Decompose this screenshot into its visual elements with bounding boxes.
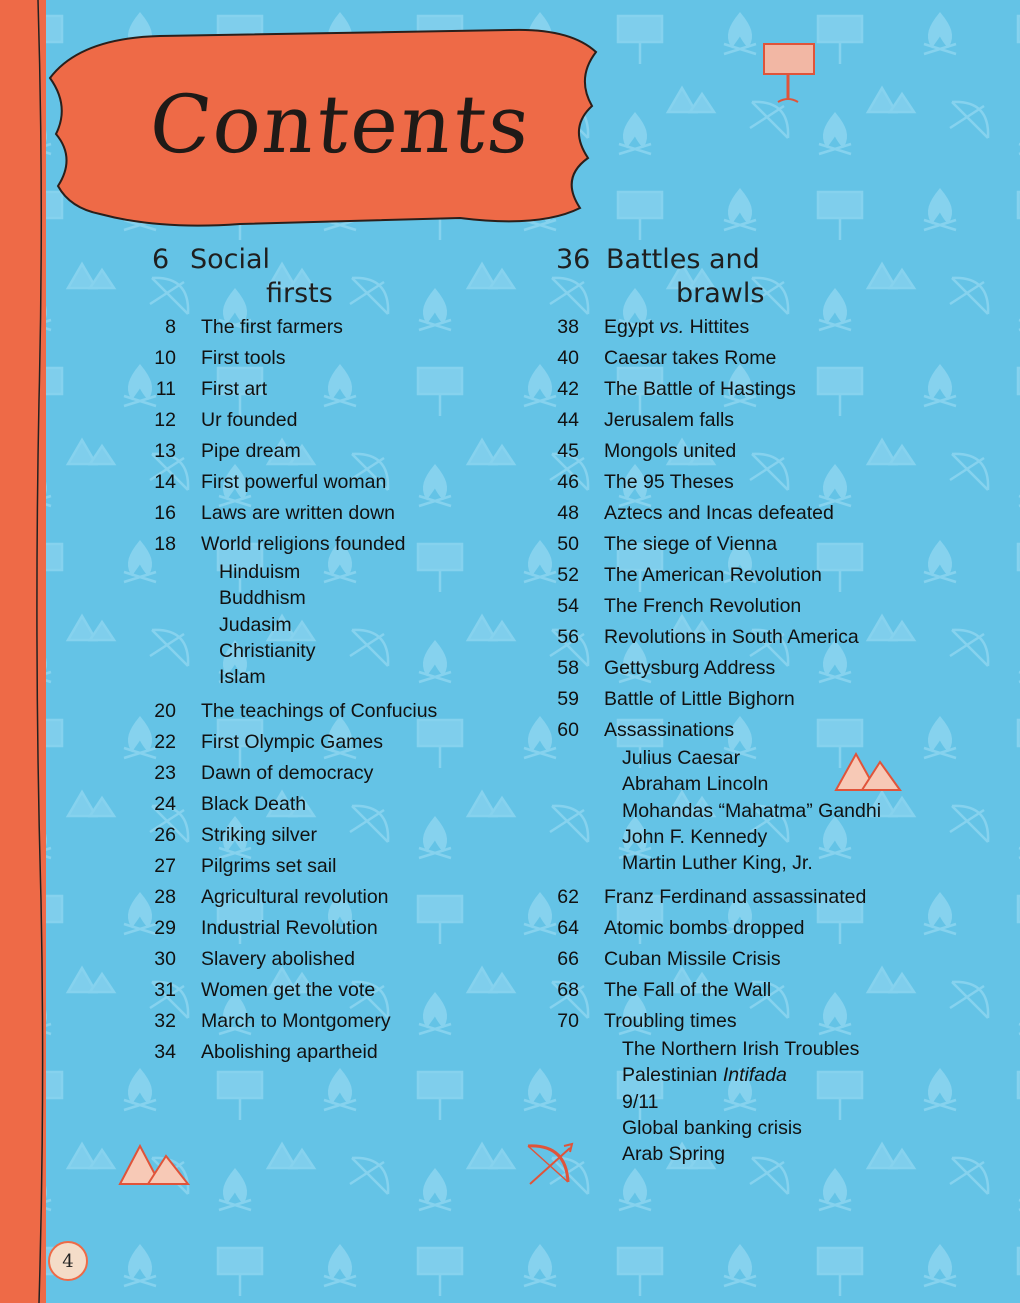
toc-page-number: 52 bbox=[557, 564, 579, 586]
toc-page-number: 16 bbox=[154, 502, 176, 524]
toc-title: Jerusalem falls bbox=[604, 409, 735, 431]
toc-page-number: 27 bbox=[154, 855, 176, 878]
toc-entry[interactable] bbox=[553, 715, 973, 746]
toc-entry[interactable] bbox=[150, 1037, 510, 1068]
toc-title: Dawn of democracy bbox=[201, 762, 374, 785]
toc-entry[interactable] bbox=[150, 820, 510, 851]
toc-subentry[interactable] bbox=[553, 1116, 973, 1142]
toc-page-number: 10 bbox=[154, 347, 176, 369]
toc-subentry[interactable] bbox=[553, 851, 973, 882]
toc-title: Agricultural revolution bbox=[201, 886, 389, 909]
toc-entry[interactable] bbox=[150, 529, 510, 560]
toc-subtitle: Abraham Lincoln bbox=[622, 773, 769, 796]
toc-title: Pilgrims set sail bbox=[201, 855, 337, 878]
page-title: Contents bbox=[145, 78, 537, 171]
toc-subtitle: Christianity bbox=[219, 639, 316, 662]
toc-entry[interactable] bbox=[150, 696, 510, 727]
toc-page-number: 60 bbox=[557, 719, 579, 741]
toc-subentry[interactable] bbox=[150, 639, 510, 665]
toc-entry[interactable] bbox=[150, 758, 510, 789]
toc-subtitle: The Northern Irish Troubles bbox=[622, 1038, 860, 1061]
toc-subtitle: Mohandas “Mahatma” Gandhi bbox=[622, 799, 882, 822]
toc-title: Assassinations bbox=[604, 719, 735, 741]
toc-entry[interactable] bbox=[553, 529, 973, 560]
toc-subentry[interactable] bbox=[150, 613, 510, 639]
toc-subtitle: Global banking crisis bbox=[622, 1117, 802, 1140]
section-heading-social-firsts bbox=[152, 244, 392, 314]
toc-page-number: 23 bbox=[154, 762, 176, 785]
toc-entry[interactable] bbox=[150, 913, 510, 944]
section-heading-battles-and-brawls bbox=[556, 244, 816, 314]
toc-page-number: 66 bbox=[557, 948, 579, 971]
toc-subtitle: Buddhism bbox=[219, 587, 306, 610]
toc-page-number: 24 bbox=[154, 793, 176, 816]
toc-subtitle: Palestinian Intifada bbox=[622, 1064, 787, 1087]
toc-entry[interactable] bbox=[553, 882, 973, 913]
toc-title: Aztecs and Incas defeated bbox=[604, 502, 834, 524]
toc-entry[interactable] bbox=[150, 312, 510, 343]
toc-title: Egypt vs. Hittites bbox=[604, 316, 750, 338]
toc-page-number: 64 bbox=[557, 917, 579, 940]
toc-page-number: 62 bbox=[557, 886, 579, 909]
toc-page-number: 58 bbox=[557, 657, 579, 679]
toc-entry[interactable] bbox=[150, 374, 510, 405]
toc-page-number: 59 bbox=[557, 688, 579, 710]
toc-page-number: 68 bbox=[557, 979, 579, 1002]
toc-title: The 95 Theses bbox=[604, 471, 734, 493]
toc-title: The French Revolution bbox=[604, 595, 802, 617]
toc-subentry[interactable] bbox=[553, 772, 973, 798]
toc-subentry[interactable] bbox=[553, 825, 973, 851]
toc-entry[interactable] bbox=[553, 312, 973, 343]
toc-title: Striking silver bbox=[201, 824, 317, 847]
sign-placard-icon bbox=[760, 40, 820, 110]
toc-page-number: 31 bbox=[154, 979, 176, 1002]
toc-entry[interactable] bbox=[150, 1006, 510, 1037]
toc-page-number: 20 bbox=[154, 700, 176, 723]
toc-entry[interactable] bbox=[553, 374, 973, 405]
toc-page-number: 45 bbox=[557, 440, 579, 462]
toc-page-number: 12 bbox=[154, 409, 176, 431]
toc-title: The Battle of Hastings bbox=[604, 378, 796, 400]
toc-page-number: 13 bbox=[154, 440, 176, 462]
pyramids-icon bbox=[832, 748, 904, 794]
toc-entry[interactable] bbox=[553, 622, 973, 653]
toc-subtitle: Arab Spring bbox=[622, 1143, 725, 1166]
toc-entry[interactable] bbox=[150, 789, 510, 820]
toc-page-number: 29 bbox=[154, 917, 176, 940]
toc-page-number: 8 bbox=[165, 316, 176, 338]
toc-title: Battle of Little Bighorn bbox=[604, 688, 795, 710]
toc-page-number: 32 bbox=[154, 1010, 176, 1033]
toc-subentry[interactable] bbox=[553, 746, 973, 772]
toc-title: Mongols united bbox=[604, 440, 737, 462]
contents-list-battles-and-brawls bbox=[553, 312, 973, 1169]
toc-entry[interactable] bbox=[150, 944, 510, 975]
toc-entry[interactable] bbox=[150, 975, 510, 1006]
toc-title: March to Montgomery bbox=[201, 1010, 391, 1033]
toc-title: The American Revolution bbox=[604, 564, 822, 586]
toc-subentry[interactable] bbox=[553, 1063, 973, 1089]
toc-subtitle: Hinduism bbox=[219, 561, 301, 583]
toc-entry[interactable] bbox=[553, 436, 973, 467]
toc-title: Atomic bombs dropped bbox=[604, 917, 805, 940]
pyramids-icon bbox=[116, 1140, 192, 1188]
toc-entry[interactable] bbox=[553, 343, 973, 374]
toc-title: The first farmers bbox=[201, 316, 343, 338]
toc-title: First tools bbox=[201, 347, 286, 369]
toc-page-number: 22 bbox=[154, 731, 176, 754]
toc-title: Industrial Revolution bbox=[201, 917, 378, 940]
toc-page-number: 38 bbox=[557, 316, 579, 338]
toc-page-number: 44 bbox=[557, 409, 579, 431]
toc-title: Cuban Missile Crisis bbox=[604, 948, 781, 971]
section-heading-line: Social bbox=[190, 244, 271, 275]
toc-subtitle: Martin Luther King, Jr. bbox=[622, 852, 813, 875]
toc-page-number: 34 bbox=[154, 1041, 176, 1064]
toc-page-number: 14 bbox=[154, 471, 176, 493]
toc-entry[interactable] bbox=[150, 467, 510, 498]
toc-title: Gettysburg Address bbox=[604, 657, 776, 679]
toc-title: Laws are written down bbox=[201, 502, 396, 524]
toc-title: Pipe dream bbox=[201, 440, 301, 462]
toc-title: Ur founded bbox=[201, 409, 298, 431]
section-page-number: 36 bbox=[556, 244, 591, 275]
toc-title: Black Death bbox=[201, 793, 307, 816]
toc-subentry[interactable] bbox=[150, 665, 510, 696]
toc-entry[interactable] bbox=[553, 591, 973, 622]
toc-title: Women get the vote bbox=[201, 979, 376, 1002]
toc-title: Abolishing apartheid bbox=[201, 1041, 378, 1064]
toc-entry[interactable] bbox=[150, 343, 510, 374]
toc-subentry[interactable] bbox=[553, 799, 973, 825]
toc-page-number: 40 bbox=[557, 347, 579, 369]
toc-entry[interactable] bbox=[150, 436, 510, 467]
toc-subtitle: Islam bbox=[219, 666, 266, 689]
toc-title: First art bbox=[201, 378, 268, 400]
toc-entry[interactable] bbox=[150, 882, 510, 913]
toc-entry[interactable] bbox=[553, 913, 973, 944]
toc-subentry[interactable] bbox=[553, 1142, 973, 1168]
toc-title: Caesar takes Rome bbox=[604, 347, 777, 369]
toc-page-number: 11 bbox=[155, 378, 176, 400]
toc-title: Franz Ferdinand assassinated bbox=[604, 886, 867, 909]
bow-and-arrow-icon bbox=[520, 1138, 576, 1194]
toc-entry[interactable] bbox=[553, 560, 973, 591]
toc-entry[interactable] bbox=[553, 498, 973, 529]
section-page-number: 6 bbox=[152, 244, 170, 275]
toc-title: The siege of Vienna bbox=[604, 533, 778, 555]
toc-entry[interactable] bbox=[150, 727, 510, 758]
toc-subentry[interactable] bbox=[150, 586, 510, 612]
section-heading-line: Battles and bbox=[606, 244, 760, 275]
toc-entry[interactable] bbox=[150, 851, 510, 882]
toc-entry[interactable] bbox=[553, 467, 973, 498]
toc-title: First Olympic Games bbox=[201, 731, 384, 754]
toc-entry[interactable] bbox=[553, 1006, 973, 1037]
toc-subtitle: Julius Caesar bbox=[622, 747, 741, 769]
toc-title: The Fall of the Wall bbox=[604, 979, 772, 1002]
toc-entry[interactable] bbox=[553, 975, 973, 1006]
toc-page-number: 42 bbox=[557, 378, 579, 400]
toc-page-number: 28 bbox=[154, 886, 176, 909]
section-heading-line: firsts bbox=[266, 278, 333, 309]
toc-page-number: 26 bbox=[154, 824, 176, 847]
toc-entry[interactable] bbox=[553, 684, 973, 715]
toc-page-number: 46 bbox=[557, 471, 579, 493]
toc-subtitle: John F. Kennedy bbox=[622, 825, 768, 848]
toc-page-number: 54 bbox=[557, 595, 579, 617]
toc-title: World religions founded bbox=[201, 533, 406, 555]
contents-list-social-firsts bbox=[150, 312, 510, 1068]
toc-title: Revolutions in South America bbox=[604, 626, 859, 648]
toc-page-number: 18 bbox=[154, 533, 176, 555]
toc-page-number: 48 bbox=[557, 502, 579, 524]
toc-entry[interactable] bbox=[553, 944, 973, 975]
toc-page-number: 70 bbox=[557, 1010, 579, 1033]
toc-page-number: 50 bbox=[557, 533, 579, 555]
toc-subentry[interactable] bbox=[553, 1037, 973, 1063]
toc-subtitle: Judasim bbox=[219, 613, 292, 636]
toc-entry[interactable] bbox=[150, 498, 510, 529]
toc-page-number: 30 bbox=[154, 948, 176, 971]
toc-subentry[interactable] bbox=[150, 560, 510, 586]
toc-title: First powerful woman bbox=[201, 471, 387, 493]
section-heading-line: brawls bbox=[676, 278, 765, 309]
toc-subtitle: 9/11 bbox=[622, 1090, 659, 1113]
toc-title: Troubling times bbox=[604, 1010, 737, 1033]
toc-subentry[interactable] bbox=[553, 1090, 973, 1116]
toc-title: The teachings of Confucius bbox=[201, 700, 438, 723]
page-number-badge: 4 bbox=[48, 1241, 88, 1281]
toc-entry[interactable] bbox=[553, 653, 973, 684]
toc-entry[interactable] bbox=[553, 405, 973, 436]
toc-title: Slavery abolished bbox=[201, 948, 355, 971]
toc-entry[interactable] bbox=[150, 405, 510, 436]
toc-page-number: 56 bbox=[557, 626, 579, 648]
